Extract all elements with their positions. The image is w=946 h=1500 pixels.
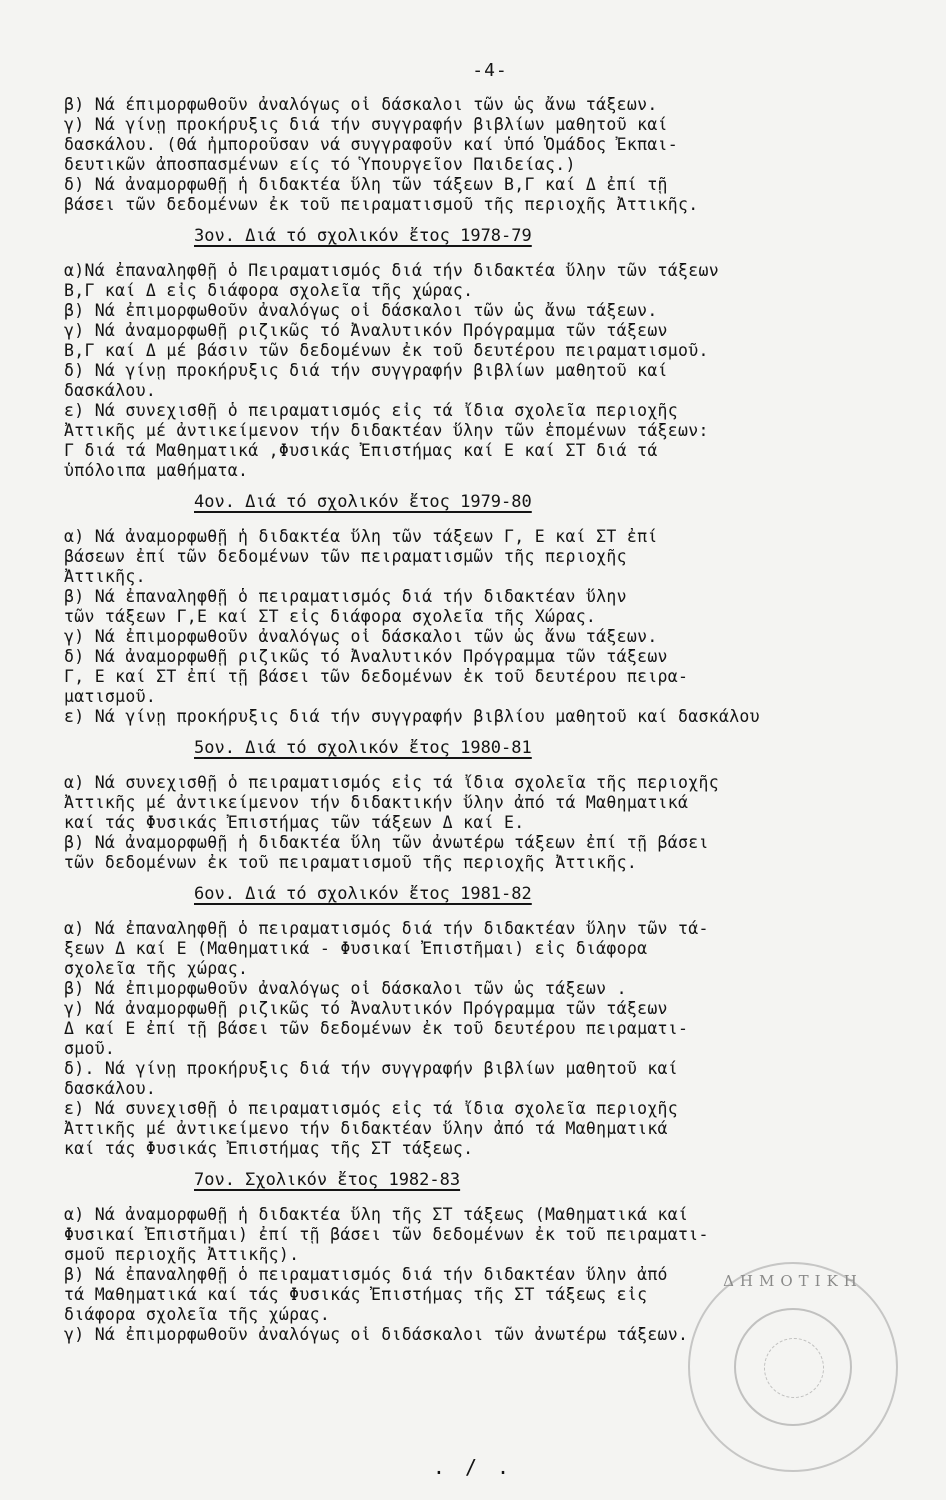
text-line: Φυσικαί Ἐπιστῆμαι) ἐπί τῇ βάσει τῶν δεδομένων ἐκ τοῦ πειραματι- [64, 1225, 709, 1244]
section-heading-3 [194, 225, 916, 247]
text-line: δ) Νά ἀναμορφωθῇ ἡ διδακτέα ὕλη τῶν τάξεων Β,Γ καί Δ ἐπί τῇ [64, 175, 668, 194]
text-line: Ἀττικῆς μέ ἀντικείμενον τήν διδακτικήν ὕλην ἀπό τά Μαθηματικά [64, 793, 689, 812]
text-line: β) Νά ἀναμορφωθῇ ἡ διδακτέα ὕλη τῶν ἀνωτέρω τάξεων ἐπί τῇ βάσει [64, 833, 709, 852]
text-line: δ) Νά γίνῃ προκήρυξις διά τήν συγγραφήν βιβλίων μαθητοῦ καί [64, 361, 668, 380]
text-line: Ἀττικῆς. [64, 567, 146, 586]
text-line: α)Νά ἐπαναληφθῇ ὁ Πειραματισμός διά τήν διδακτέα ὕλην τῶν τάξεων [64, 261, 719, 280]
text-line: δασκάλου. [64, 381, 157, 400]
page-number: -4- [472, 60, 508, 81]
text-line: βάσεων ἐπί τῶν δεδομένων τῶν πειραματισμῶν τῆς περιοχῆς [64, 547, 627, 566]
text-line: α) Νά ἀναμορφωθῇ ἡ διδακτέα ὕλη τῶν τάξεων Γ, Ε καί ΣΤ ἐπί [64, 527, 658, 546]
text-line: β) Νά έπιμορφωθοῦν ἀναλόγως οἱ δάσκαλοι τῶν ὡς ἄνω τάξεων. [64, 95, 658, 114]
text-line: γ) Νά ἐπιμορφωθοῦν ἀναλόγως οἱ διδάσκαλοι τῶν ἀνωτέρω τάξεων. [64, 1325, 689, 1344]
text-line: δασκάλου. [64, 1079, 157, 1098]
text-line: β) Νά ἐπιμορφωθοῦν ἀναλόγως οἱ δάσκαλοι τῶν ὡς τάξεων . [64, 979, 627, 998]
text-line: βάσει τῶν δεδομένων ἐκ τοῦ πειραματισμοῦ τῆς περιοχῆς Ἀττικῆς. [64, 195, 699, 214]
text-line: ὑπόλοιπα μαθήματα. [64, 461, 249, 480]
section-heading-6 [194, 883, 916, 905]
text-line: β) Νά ἐπιμορφωθοῦν ἀναλόγως οἱ δάσκαλοι τῶν ὡς ἄνω τάξεων. [64, 301, 658, 320]
heading-text: 4ον. Διά τό σχολικόν ἔτος 1979-80 [194, 492, 532, 512]
text-line: ε) Νά συνεχισθῇ ὁ πειραματισμός εἰς τά ἴδια σχολεῖα περιοχῆς [64, 1099, 679, 1118]
page-continuation-mark: . / . [432, 1455, 514, 1479]
text-line: α) Νά ἀναμορφωθῇ ἡ διδακτέα ὕλη τῆς ΣΤ τάξεως (Μαθηματικά καί [64, 1205, 689, 1224]
text-line: Β,Γ καί Δ εἰς διάφορα σχολεῖα τῆς χώρας. [64, 281, 474, 300]
text-line: β) Νά ἐπαναληφθῇ ὁ πειραματισμός διά τήν διδακτέαν ὕλην ἀπό [64, 1265, 668, 1284]
section-5 [64, 773, 916, 873]
text-line: διάφορα σχολεῖα τῆς χώρας. [64, 1305, 331, 1324]
seal-text: ΔΗΜΟΤΙΚΗ [723, 1272, 863, 1290]
heading-text: 3ον. Διά τό σχολικόν ἔτος 1978-79 [194, 226, 532, 246]
text-line: καί τάς Φυσικάς Ἐπιστήμας τῆς ΣΤ τάξεως. [64, 1139, 474, 1158]
text-line: γ) Νά ἐπιμορφωθοῦν ἀναλόγως οἱ δάσκαλοι τῶν ὡς ἄνω τάξεων. [64, 627, 658, 646]
text-line: τῶν δεδομένων ἐκ τοῦ πειραματισμοῦ τῆς περιοχῆς Ἀττικῆς. [64, 853, 638, 872]
text-line: δασκάλου. (Θά ἠμποροῦσαν νά συγγραφοῦν καί ὑπό Ὁμάδος Ἐκπαι- [64, 135, 679, 154]
seal-inner-ring [734, 1308, 852, 1426]
text-line: Ἀττικῆς μέ ἀντικείμενο τήν διδακτέαν ὕλην ἀπό τά Μαθηματικά [64, 1119, 668, 1138]
text-line: ε) Νά γίνῃ προκήρυξις διά τήν συγγραφήν βιβλίου μαθητοῦ καί δασκάλου [64, 707, 760, 726]
text-line: σμοῦ περιοχῆς Ἀττικῆς). [64, 1245, 300, 1264]
section-6 [64, 919, 916, 1159]
section-continued [64, 95, 916, 215]
text-line: ξεων Δ καί Ε (Μαθηματικά - Φυσικαί Ἐπιστῆμαι) εἰς διάφορα [64, 939, 648, 958]
text-line: σμοῦ. [64, 1039, 116, 1058]
text-line: καί τάς Φυσικάς Ἐπιστήμας τῶν τάξεων Δ καί Ε. [64, 813, 525, 832]
text-line: δ). Νά γίνῃ προκήρυξις διά τήν συγγραφήν βιβλίων μαθητοῦ καί [64, 1059, 679, 1078]
section-4 [64, 527, 916, 727]
text-line: σχολεῖα τῆς χώρας. [64, 959, 249, 978]
heading-text: 7ον. Σχολικόν ἔτος 1982-83 [194, 1170, 461, 1190]
official-seal-stamp [688, 1262, 898, 1472]
text-line: α) Νά συνεχισθῇ ὁ πειραματισμός εἰς τά ἴδια σχολεῖα τῆς περιοχῆς [64, 773, 719, 792]
text-line: γ) Νά ἀναμορφωθῇ ριζικῶς τό Ἀναλυτικόν Πρόγραμμα τῶν τάξεων [64, 999, 668, 1018]
text-line: Β,Γ καί Δ μέ βάσιν τῶν δεδομένων ἐκ τοῦ δευτέρου πειραματισμοῦ. [64, 341, 709, 360]
text-line: Γ, Ε καί ΣΤ ἐπί τῇ βάσει τῶν δεδομένων ἐκ τοῦ δευτέρου πειρα- [64, 667, 689, 686]
text-line: τά Μαθηματικά καί τάς Φυσικάς Ἐπιστήμας τῆς ΣΤ τάξεως εἰς [64, 1285, 648, 1304]
section-heading-5 [194, 737, 916, 759]
text-line: γ) Νά ἀναμορφωθῇ ριζικῶς τό Ἀναλυτικόν Πρόγραμμα τῶν τάξεων [64, 321, 668, 340]
text-line: δευτικῶν ἀποσπασμένων είς τό Ὑπουργεῖον Παιδείας.) [64, 155, 576, 174]
section-heading-4 [194, 491, 916, 513]
text-line: α) Νά ἐπαναληφθῇ ὁ πειραματισμός διά τήν διδακτέαν ὕλην τῶν τά- [64, 919, 709, 938]
heading-text: 5ον. Διά τό σχολικόν ἔτος 1980-81 [194, 738, 532, 758]
text-line: Ἀττικῆς μέ ἀντικείμενον τήν διδακτέαν ὕλην τῶν ἑπομένων τάξεων: [64, 421, 709, 440]
text-line: ματισμοῦ. [64, 687, 157, 706]
text-line: δ) Νά ἀναμορφωθῇ ριζικῶς τό Ἀναλυτικόν Πρόγραμμα τῶν τάξεων [64, 647, 668, 666]
text-line: β) Νά ἐπαναληφθῇ ὁ πειραματισμός διά τήν διδακτέαν ὕλην [64, 587, 627, 606]
section-heading-7 [194, 1169, 916, 1191]
text-line: Δ καί Ε ἐπί τῇ βάσει τῶν δεδομένων ἐκ τοῦ δευτέρου πειραματι- [64, 1019, 689, 1038]
text-line: ε) Νά συνεχισθῇ ὁ πειραματισμός εἰς τά ἴδια σχολεῖα περιοχῆς [64, 401, 679, 420]
text-line: Γ διά τά Μαθηματικά ,Φυσικάς Ἐπιστήμας καί Ε καί ΣΤ διά τά [64, 441, 658, 460]
text-line: γ) Νά γίνῃ προκήρυξις διά τήν συγγραφήν βιβλίων μαθητοῦ καί [64, 115, 668, 134]
heading-text: 6ον. Διά τό σχολικόν ἔτος 1981-82 [194, 884, 532, 904]
section-3 [64, 261, 916, 481]
text-line: τῶν τάξεων Γ,Ε καί ΣΤ εἰς διάφορα σχολεῖα τῆς Χώρας. [64, 607, 597, 626]
seal-emblem [764, 1338, 824, 1398]
